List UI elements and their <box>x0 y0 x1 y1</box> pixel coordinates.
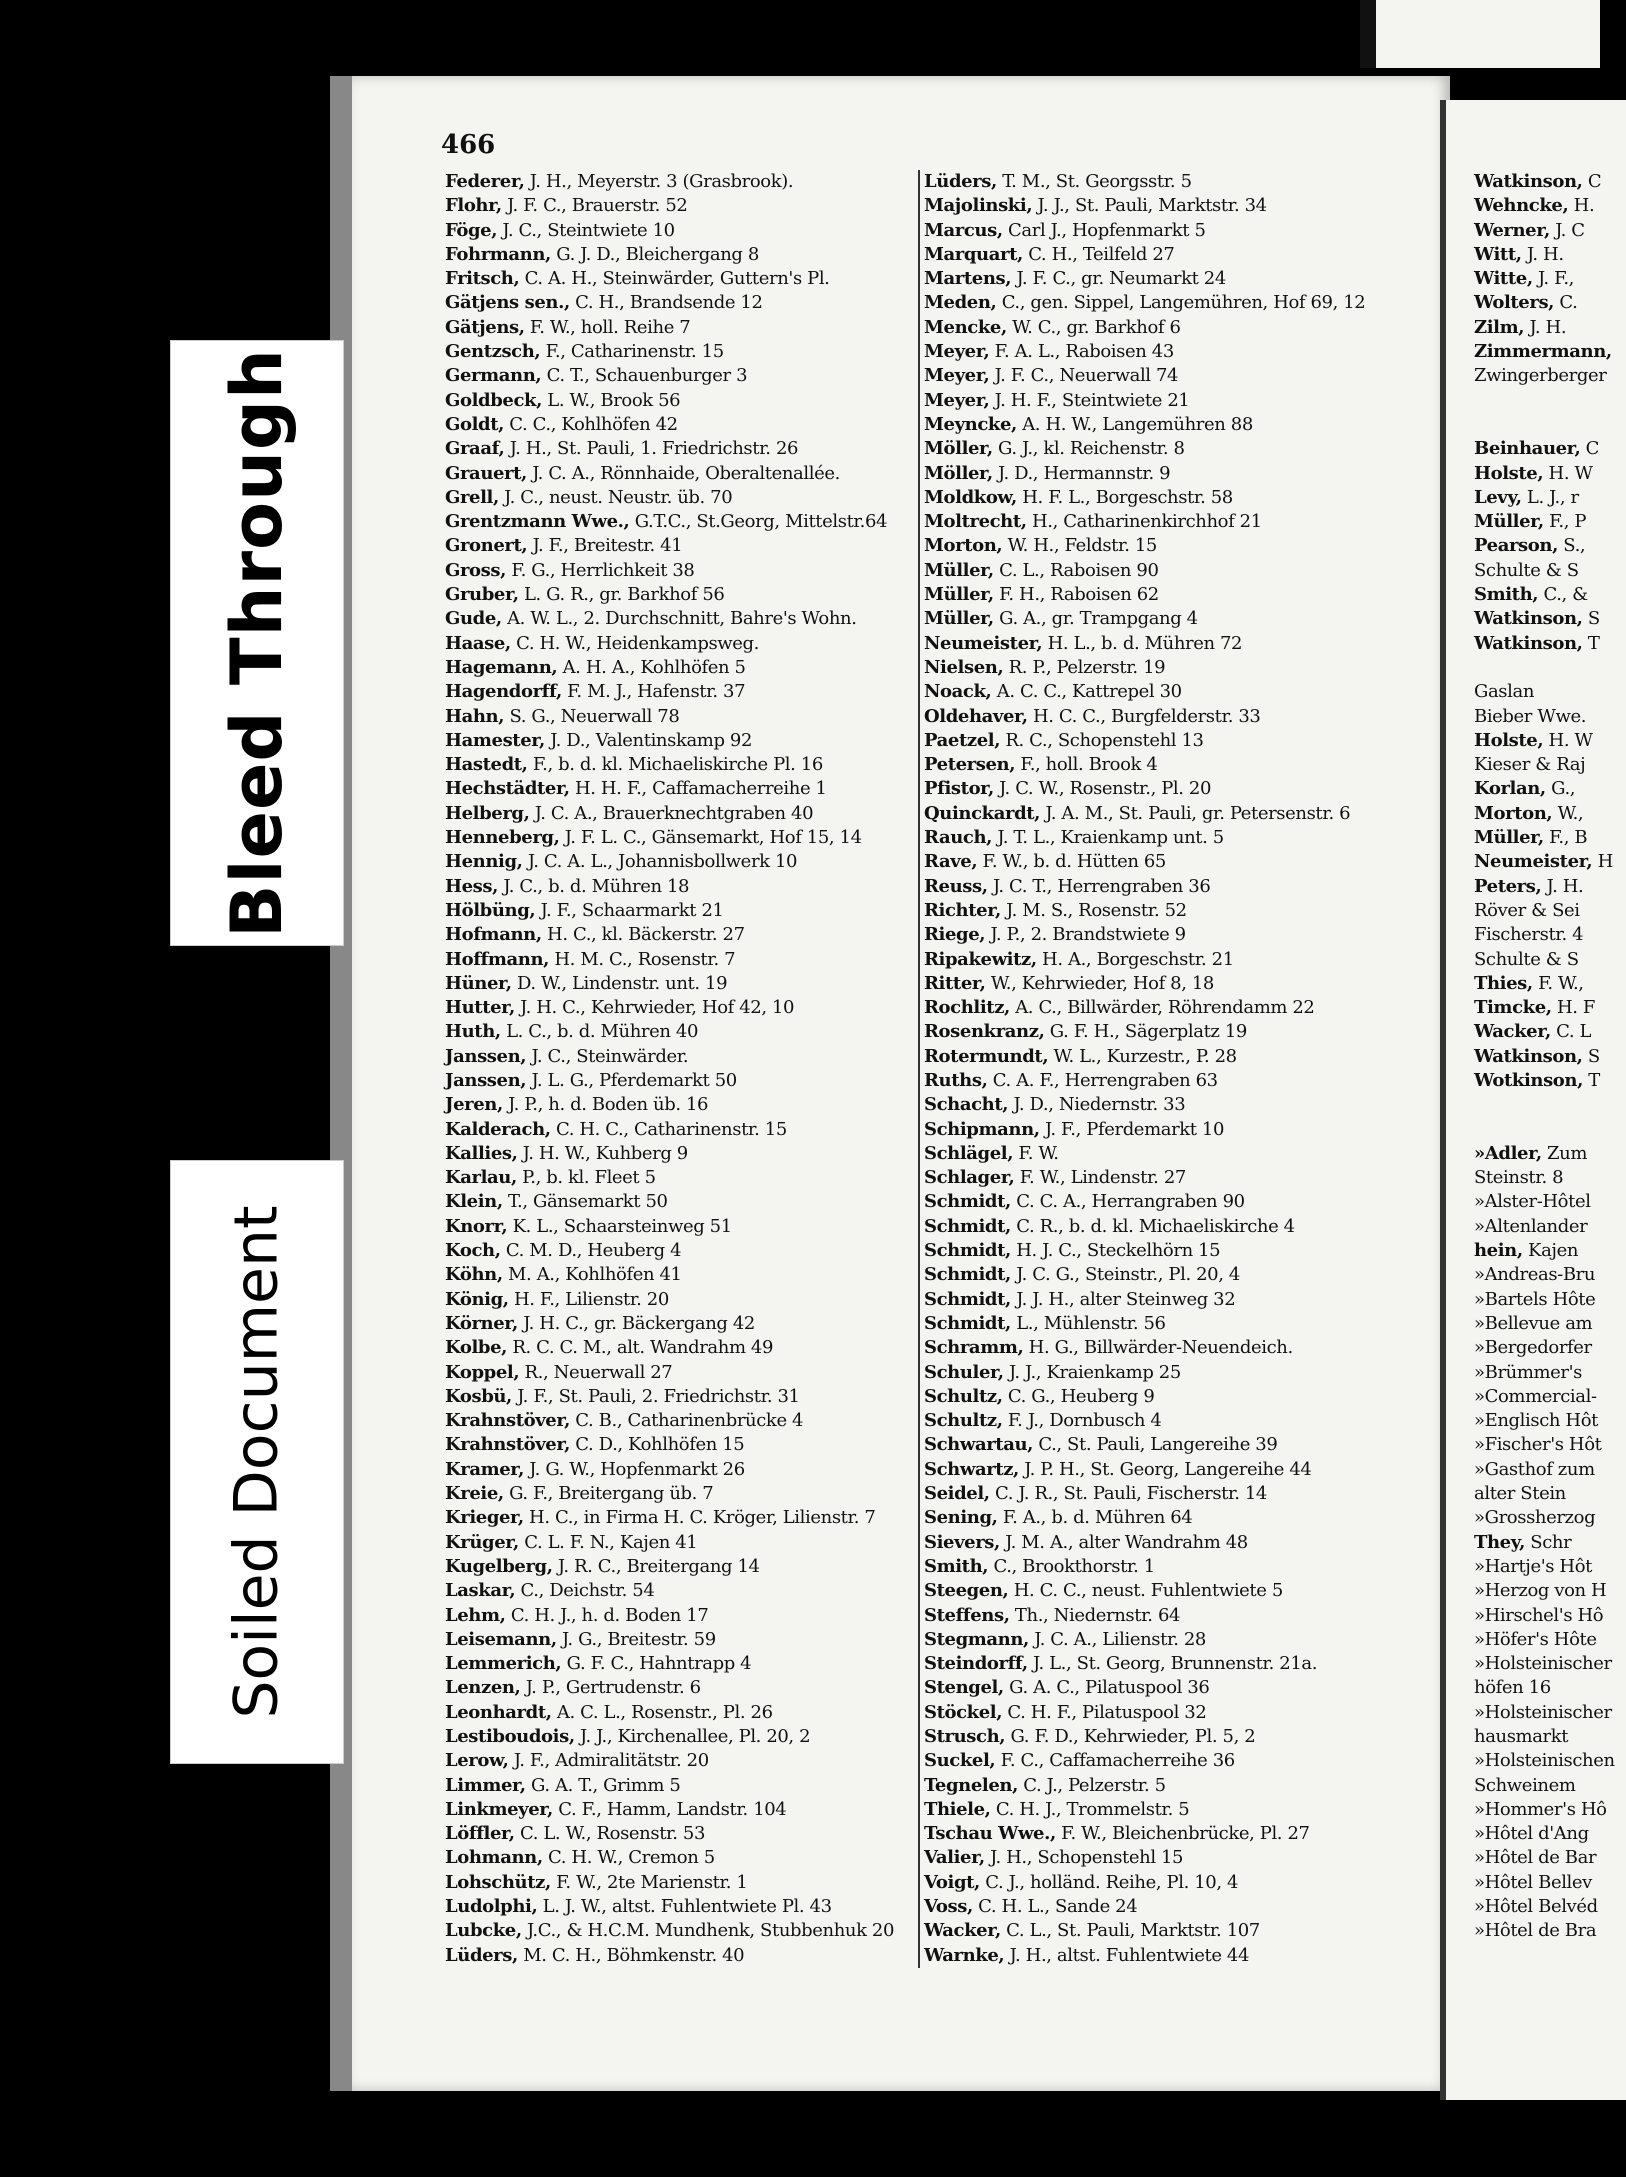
directory-entry: Schlägel, F. W. <box>924 1142 1059 1164</box>
binding-strip <box>1360 0 1376 68</box>
directory-entry: Leonhardt, A. C. L., Rosenstr., Pl. 26 <box>445 1701 773 1723</box>
directory-entry: Schmidt, J. J. H., alter Steinweg 32 <box>924 1288 1236 1310</box>
directory-entry: Laskar, C., Deichstr. 54 <box>445 1580 655 1602</box>
directory-entry: Hennig, J. C. A. L., Johannisbollwerk 10 <box>445 851 798 873</box>
directory-entry: Krahnstöver, C. B., Catharinenbrücke 4 <box>445 1410 804 1432</box>
directory-entry: Rotermundt, W. L., Kurzestr., P. 28 <box>924 1045 1237 1067</box>
directory-entry: Ruths, C. A. F., Herrengraben 63 <box>924 1069 1218 1091</box>
directory-column-right <box>1474 170 1620 1944</box>
directory-entry: Ritter, W., Kehrwieder, Hof 8, 18 <box>924 972 1214 994</box>
directory-entry: Reuss, J. C. T., Herrengraben 36 <box>924 875 1211 897</box>
directory-entry: Marcus, Carl J., Hopfenmarkt 5 <box>924 219 1206 241</box>
directory-entry: Stöckel, C. H. F., Pilatuspool 32 <box>924 1701 1207 1723</box>
directory-entry: »Hirschel's Hô <box>1474 1604 1604 1626</box>
directory-entry: »Adler, Zum <box>1474 1142 1588 1164</box>
bleed-through-label <box>170 340 344 946</box>
directory-entry: Meyer, J. H. F., Steintwiete 21 <box>924 389 1190 411</box>
directory-entry: Voss, C. H. L., Sande 24 <box>924 1896 1138 1918</box>
directory-entry: Schmidt, J. C. G., Steinstr., Pl. 20, 4 <box>924 1264 1240 1286</box>
directory-entry: Tegnelen, C. J., Pelzerstr. 5 <box>924 1774 1166 1796</box>
directory-entry: Möller, G. J., kl. Reichenstr. 8 <box>924 438 1185 460</box>
directory-entry: Krieger, H. C., in Firma H. C. Kröger, Lilienstr. 7 <box>445 1507 876 1529</box>
directory-entry: Schultz, F. J., Dornbusch 4 <box>924 1410 1162 1432</box>
directory-entry: »Englisch Hôt <box>1474 1410 1598 1432</box>
directory-entry: Kieser & Raj <box>1474 754 1586 776</box>
directory-entry: Schlager, F. W., Lindenstr. 27 <box>924 1167 1186 1189</box>
directory-entry: Kolbe, R. C. C. M., alt. Wandrahm 49 <box>445 1337 774 1359</box>
directory-entry: Marquart, C. H., Teilfeld 27 <box>924 243 1175 265</box>
directory-entry: Kosbü, J. F., St. Pauli, 2. Friedrichstr. 31 <box>445 1385 800 1407</box>
directory-entry: Watkinson, T <box>1474 632 1600 654</box>
directory-entry: Janssen, J. L. G., Pferdemarkt 50 <box>445 1069 737 1091</box>
directory-entry: Fohrmann, G. J. D., Bleichergang 8 <box>445 243 759 265</box>
directory-entry: Beinhauer, C <box>1474 438 1600 460</box>
directory-entry: Majolinski, J. J., St. Pauli, Marktstr. 34 <box>924 195 1267 217</box>
directory-entry: Holste, H. W <box>1474 729 1593 751</box>
directory-entry: Pearson, S., <box>1474 535 1586 557</box>
directory-entry: Schweinem <box>1474 1774 1576 1796</box>
directory-entry: Gross, F. G., Herrlichkeit 38 <box>445 559 695 581</box>
directory-entry: Kreie, G. F., Breitergang üb. 7 <box>445 1483 714 1505</box>
directory-entry: Hastedt, F., b. d. kl. Michaeliskirche Pl. 16 <box>445 754 823 776</box>
directory-entry: Morton, W., <box>1474 802 1584 824</box>
directory-entry: Schulte & S <box>1474 948 1579 970</box>
directory-entry: Sievers, J. M. A., alter Wandrahm 48 <box>924 1531 1248 1553</box>
directory-entry: Gude, A. W. L., 2. Durchschnitt, Bahre's Wohn. <box>445 608 857 630</box>
directory-entry: Müller, F., B <box>1474 827 1588 849</box>
directory-entry: Müller, F. H., Raboisen 62 <box>924 584 1159 606</box>
directory-entry: Warnke, J. H., altst. Fuhlentwiete 44 <box>924 1944 1250 1966</box>
directory-entry: Meyncke, A. H. W., Langemühren 88 <box>924 413 1253 435</box>
directory-entry: Federer, J. H., Meyerstr. 3 (Grasbrook). <box>445 171 794 192</box>
directory-entry: Müller, F., P <box>1474 511 1587 533</box>
directory-entry: »Holsteinischer <box>1474 1653 1612 1675</box>
directory-entry <box>1474 389 1620 413</box>
directory-entry: Schwartau, C., St. Pauli, Langereihe 39 <box>924 1434 1278 1456</box>
directory-entry: Tschau Wwe., F. W., Bleichenbrücke, Pl. 27 <box>924 1823 1310 1845</box>
directory-entry: Ripakewitz, H. A., Borgeschstr. 21 <box>924 948 1234 970</box>
directory-entry: Werner, J. C <box>1474 219 1585 241</box>
soiled-document-label <box>170 1160 344 1764</box>
directory-entry: Schwartz, J. P. H., St. Georg, Langereihe 44 <box>924 1458 1312 1480</box>
directory-entry: Hofmann, H. C., kl. Bäckerstr. 27 <box>445 924 745 946</box>
directory-entry: Holste, H. W <box>1474 462 1593 484</box>
directory-entry: Gruber, L. G. R., gr. Barkhof 56 <box>445 584 725 606</box>
directory-entry: hein, Kajen <box>1474 1240 1579 1262</box>
directory-entry: Wolters, C. <box>1474 292 1578 314</box>
directory-entry: Grauert, J. C. A., Rönnhaide, Oberaltenallée. <box>445 462 840 484</box>
bleed-through-text: Bleed Through <box>216 348 298 938</box>
directory-entry: Grell, J. C., neust. Neustr. üb. 70 <box>445 486 733 508</box>
directory-entry: Hutter, J. H. C., Kehrwieder, Hof 42, 10 <box>445 997 795 1019</box>
directory-entry: Karlau, P., b. kl. Fleet 5 <box>445 1167 656 1189</box>
directory-entry: Linkmeyer, C. F., Hamm, Landstr. 104 <box>445 1798 787 1820</box>
directory-entry <box>1474 656 1620 680</box>
directory-entry: Flohr, J. F. C., Brauerstr. 52 <box>445 195 688 217</box>
directory-entry: Petersen, F., holl. Brook 4 <box>924 754 1158 776</box>
directory-entry: Lemmerich, G. F. C., Hahntrapp 4 <box>445 1653 752 1675</box>
directory-entry: Lerow, J. F., Admiralitätstr. 20 <box>445 1750 709 1772</box>
directory-entry: Koppel, R., Neuerwall 27 <box>445 1361 673 1383</box>
directory-entry: Klein, T., Gänsemarkt 50 <box>445 1191 668 1213</box>
directory-entry: Schipmann, J. F., Pferdemarkt 10 <box>924 1118 1225 1140</box>
directory-entry: »Alster-Hôtel <box>1474 1191 1591 1213</box>
directory-entry: Gaslan <box>1474 681 1535 703</box>
directory-entry: Janssen, J. C., Steinwärder. <box>445 1045 689 1067</box>
directory-entry: »Gasthof zum <box>1474 1458 1595 1480</box>
directory-entry: Riege, J. P., 2. Brandstwiete 9 <box>924 924 1186 946</box>
directory-entry: Quinckardt, J. A. M., St. Pauli, gr. Petersenstr. 6 <box>924 802 1351 824</box>
directory-entry: »Holsteinischer <box>1474 1701 1612 1723</box>
directory-entry: Schmidt, H. J. C., Steckelhörn 15 <box>924 1240 1221 1262</box>
directory-entry: Lüders, M. C. H., Böhmkenstr. 40 <box>445 1944 745 1966</box>
page-number: 466 <box>441 130 496 160</box>
directory-entry: Rochlitz, A. C., Billwärder, Röhrendamm 22 <box>924 997 1315 1019</box>
directory-entry: Hölbüng, J. F., Schaarmarkt 21 <box>445 899 724 921</box>
directory-entry: Hoffmann, H. M. C., Rosenstr. 7 <box>445 948 736 970</box>
directory-entry: Wotkinson, T <box>1474 1069 1600 1091</box>
directory-entry: Zilm, J. H. <box>1474 316 1567 338</box>
directory-entry: hausmarkt <box>1474 1726 1569 1747</box>
directory-entry: Goldt, C. C., Kohlhöfen 42 <box>445 413 678 435</box>
directory-entry: Föge, J. C., Steintwiete 10 <box>445 219 675 241</box>
directory-entry: Wacker, C. L., St. Pauli, Marktstr. 107 <box>924 1920 1260 1942</box>
directory-entry: Wehncke, H. <box>1474 195 1595 217</box>
directory-entry: Valier, J. H., Schopenstehl 15 <box>924 1847 1184 1869</box>
directory-entry: »Fischer's Hôt <box>1474 1434 1602 1456</box>
directory-entry: Paetzel, R. C., Schopenstehl 13 <box>924 729 1204 751</box>
directory-entry: Stegmann, J. C. A., Lilienstr. 28 <box>924 1628 1206 1650</box>
directory-entry: Kalderach, C. H. C., Catharinenstr. 15 <box>445 1118 787 1140</box>
directory-entry: »Bartels Hôte <box>1474 1288 1596 1310</box>
directory-entry: Limmer, G. A. T., Grimm 5 <box>445 1774 681 1796</box>
directory-entry: Hamester, J. D., Valentinskamp 92 <box>445 729 753 751</box>
directory-entry: Schmidt, C. C. A., Herrangraben 90 <box>924 1191 1245 1213</box>
directory-entry: Müller, G. A., gr. Trampgang 4 <box>924 608 1198 630</box>
directory-entry: Suckel, F. C., Caffamacherreihe 36 <box>924 1750 1235 1772</box>
directory-entry: Rauch, J. T. L., Kraienkamp unt. 5 <box>924 827 1224 849</box>
directory-entry: »Hartje's Hôt <box>1474 1555 1592 1577</box>
directory-entry: Oldehaver, H. C. C., Burgfelderstr. 33 <box>924 705 1261 727</box>
directory-entry: »Hôtel de Bra <box>1474 1920 1597 1942</box>
directory-entry: Haase, C. H. W., Heidenkampsweg. <box>445 632 759 654</box>
directory-entry: Müller, C. L., Raboisen 90 <box>924 559 1159 581</box>
directory-entry: Gentzsch, F., Catharinenstr. 15 <box>445 341 724 363</box>
directory-entry: Smith, C., Brookthorstr. 1 <box>924 1555 1155 1577</box>
directory-entry: Knorr, K. L., Schaarsteinweg 51 <box>445 1215 732 1237</box>
directory-entry: »Andreas-Bru <box>1474 1264 1596 1286</box>
directory-entry: Thies, F. W., <box>1474 972 1584 994</box>
directory-entry: »Commercial- <box>1474 1385 1597 1407</box>
directory-entry: Steegen, H. C. C., neust. Fuhlentwiete 5 <box>924 1580 1283 1602</box>
directory-entry: Fischerstr. 4 <box>1474 924 1584 946</box>
directory-entry: Koch, C. M. D., Heuberg 4 <box>445 1240 682 1262</box>
directory-entry: Röver & Sei <box>1474 899 1580 921</box>
directory-column-left <box>445 170 910 1968</box>
directory-entry: Noack, A. C. C., Kattrepel 30 <box>924 681 1182 703</box>
directory-entry: Krüger, C. L. F. N., Kajen 41 <box>445 1531 698 1553</box>
directory-entry: Gätjens sen., C. H., Brandsende 12 <box>445 292 763 314</box>
directory-entry: Lüders, T. M., St. Georgsstr. 5 <box>924 171 1192 192</box>
directory-entry: Germann, C. T., Schauenburger 3 <box>445 365 748 387</box>
directory-entry: »Grossherzog <box>1474 1507 1596 1529</box>
directory-entry: Voigt, C. J., holländ. Reihe, Pl. 10, 4 <box>924 1871 1239 1893</box>
directory-entry: Meden, C., gen. Sippel, Langemühren, Hof 69, 12 <box>924 292 1366 314</box>
directory-entry: Lubcke, J.C., & H.C.M. Mundhenk, Stubbenhuk 20 <box>445 1920 895 1942</box>
directory-entry: Stengel, G. A. C., Pilatuspool 36 <box>924 1677 1210 1699</box>
directory-entry: Korlan, G., <box>1474 778 1576 800</box>
directory-entry: Seidel, C. J. R., St. Pauli, Fischerstr. 14 <box>924 1483 1267 1505</box>
directory-entry: »Hôtel de Bar <box>1474 1847 1597 1869</box>
directory-entry <box>1474 1118 1620 1142</box>
directory-entry: Goldbeck, L. W., Brook 56 <box>445 389 681 411</box>
directory-entry: Lenzen, J. P., Gertrudenstr. 6 <box>445 1677 701 1699</box>
directory-entry: Levy, L. J., r <box>1474 486 1579 508</box>
directory-entry: Fritsch, C. A. H., Steinwärder, Guttern's Pl. <box>445 268 830 290</box>
directory-entry: Graaf, J. H., St. Pauli, 1. Friedrichstr. 26 <box>445 438 799 460</box>
directory-entry: Steinstr. 8 <box>1474 1167 1564 1189</box>
directory-entry: They, Schr <box>1474 1531 1572 1553</box>
directory-entry: Watkinson, C <box>1474 171 1602 192</box>
directory-entry <box>1474 413 1620 437</box>
directory-entry: »Herzog von H <box>1474 1580 1607 1602</box>
directory-entry: Schacht, J. D., Niedernstr. 33 <box>924 1094 1186 1116</box>
directory-entry: Körner, J. H. C., gr. Bäckergang 42 <box>445 1312 755 1334</box>
directory-entry <box>1474 1093 1620 1117</box>
directory-entry: Hahn, S. G., Neuerwall 78 <box>445 705 680 727</box>
directory-entry: Henneberg, J. F. L. C., Gänsemarkt, Hof 15, 14 <box>445 827 862 849</box>
directory-entry: Thiele, C. H. J., Trommelstr. 5 <box>924 1798 1190 1820</box>
directory-entry: Rave, F. W., b. d. Hütten 65 <box>924 851 1166 873</box>
directory-entry: höfen 16 <box>1474 1677 1551 1699</box>
directory-entry: Timcke, H. F <box>1474 997 1595 1019</box>
directory-entry: Witte, J. F., <box>1474 268 1574 290</box>
directory-entry: Hagemann, A. H. A., Kohlhöfen 5 <box>445 656 746 678</box>
directory-entry: Schuler, J. J., Kraienkamp 25 <box>924 1361 1181 1383</box>
directory-entry: Hess, J. C., b. d. Mühren 18 <box>445 875 690 897</box>
directory-entry: Lestiboudois, J. J., Kirchenallee, Pl. 20, 2 <box>445 1726 811 1747</box>
directory-entry: Watkinson, S <box>1474 1045 1600 1067</box>
directory-entry: Möller, J. D., Hermannstr. 9 <box>924 462 1171 484</box>
directory-entry: Rosenkranz, G. F. H., Sägerplatz 19 <box>924 1021 1247 1043</box>
directory-entry: Witt, J. H. <box>1474 243 1564 265</box>
directory-entry: Gronert, J. F., Breitestr. 41 <box>445 535 683 557</box>
directory-entry: alter Stein <box>1474 1483 1566 1505</box>
directory-entry: Morton, W. H., Feldstr. 15 <box>924 535 1157 557</box>
directory-entry: Wacker, C. L <box>1474 1021 1592 1043</box>
directory-entry: Moldkow, H. F. L., Borgeschstr. 58 <box>924 486 1233 508</box>
directory-entry: »Hôtel Belvéd <box>1474 1896 1598 1918</box>
directory-entry: Huth, L. C., b. d. Mühren 40 <box>445 1021 699 1043</box>
directory-entry: Watkinson, S <box>1474 608 1600 630</box>
directory-entry: Steindorff, J. L., St. Georg, Brunnenstr. 21a. <box>924 1653 1318 1675</box>
directory-column-middle <box>918 170 1366 1968</box>
directory-entry: Gätjens, F. W., holl. Reihe 7 <box>445 316 691 338</box>
directory-entry: Strusch, G. F. D., Kehrwieder, Pl. 5, 2 <box>924 1726 1256 1747</box>
directory-entry: Hüner, D. W., Lindenstr. unt. 19 <box>445 972 728 994</box>
directory-entry: Helberg, J. C. A., Brauerknechtgraben 40 <box>445 802 814 824</box>
directory-entry: Krahnstöver, C. D., Kohlhöfen 15 <box>445 1434 745 1456</box>
directory-entry: »Höfer's Hôte <box>1474 1628 1597 1650</box>
directory-entry: Schmidt, C. R., b. d. kl. Michaeliskirche 4 <box>924 1215 1295 1237</box>
directory-entry: Nielsen, R. P., Pelzerstr. 19 <box>924 656 1166 678</box>
directory-entry: Sening, F. A., b. d. Mühren 64 <box>924 1507 1193 1529</box>
directory-entry: »Bellevue am <box>1474 1312 1593 1334</box>
directory-entry: Kramer, J. G. W., Hopfenmarkt 26 <box>445 1458 745 1480</box>
directory-entry: Köhn, M. A., Kohlhöfen 41 <box>445 1264 682 1286</box>
directory-entry: Neumeister, H. L., b. d. Mühren 72 <box>924 632 1243 654</box>
directory-entry: Jeren, J. P., h. d. Boden üb. 16 <box>445 1094 709 1116</box>
directory-entry: König, H. F., Lilienstr. 20 <box>445 1288 669 1310</box>
directory-entry: Meyer, F. A. L., Raboisen 43 <box>924 341 1174 363</box>
directory-entry: »Altenlander <box>1474 1215 1588 1237</box>
directory-entry: Zimmermann, <box>1474 341 1612 363</box>
directory-entry: Schultz, C. G., Heuberg 9 <box>924 1385 1155 1407</box>
directory-entry: Schmidt, L., Mühlenstr. 56 <box>924 1312 1166 1334</box>
directory-entry: Schulte & S <box>1474 559 1579 581</box>
soiled-document-text: Soiled Document <box>222 1205 293 1719</box>
directory-entry: Lohschütz, F. W., 2te Marienstr. 1 <box>445 1871 748 1893</box>
directory-entry: Hagendorff, F. M. J., Hafenstr. 37 <box>445 681 746 703</box>
directory-entry: Bieber Wwe. <box>1474 705 1587 727</box>
directory-entry: Leisemann, J. G., Breitestr. 59 <box>445 1628 716 1650</box>
directory-entry: »Hôtel d'Ang <box>1474 1823 1589 1845</box>
directory-entry: Meyer, J. F. C., Neuerwall 74 <box>924 365 1179 387</box>
directory-entry: Hechstädter, H. H. F., Caffamacherreihe 1 <box>445 778 827 800</box>
directory-entry: »Hommer's Hô <box>1474 1798 1607 1820</box>
directory-entry: Pfistor, J. C. W., Rosenstr., Pl. 20 <box>924 778 1212 800</box>
directory-entry: Kallies, J. H. W., Kuhberg 9 <box>445 1142 688 1164</box>
directory-entry: Smith, C., & <box>1474 584 1588 606</box>
directory-entry: Kugelberg, J. R. C., Breitergang 14 <box>445 1555 760 1577</box>
directory-entry: Schramm, H. G., Billwärder-Neuendeich. <box>924 1337 1293 1359</box>
directory-entry: »Bergedorfer <box>1474 1337 1592 1359</box>
directory-entry: Zwingerberger <box>1474 365 1607 387</box>
directory-entry: Moltrecht, H., Catharinenkirchhof 21 <box>924 511 1262 533</box>
directory-entry: Richter, J. M. S., Rosenstr. 52 <box>924 899 1187 921</box>
directory-entry: Lohmann, C. H. W., Cremon 5 <box>445 1847 715 1869</box>
directory-entry: »Holsteinischen <box>1474 1750 1615 1772</box>
directory-entry: Mencke, W. C., gr. Barkhof 6 <box>924 316 1181 338</box>
directory-entry: »Brümmer's <box>1474 1361 1583 1383</box>
directory-entry: Neumeister, H <box>1474 851 1613 873</box>
adjacent-page-top <box>1360 0 1600 68</box>
directory-entry: Lehm, C. H. J., h. d. Boden 17 <box>445 1604 709 1626</box>
directory-entry: »Hôtel Bellev <box>1474 1871 1592 1893</box>
directory-entry: Martens, J. F. C., gr. Neumarkt 24 <box>924 268 1226 290</box>
directory-entry: Ludolphi, L. J. W., altst. Fuhlentwiete Pl. 43 <box>445 1896 832 1918</box>
directory-entry: Grentzmann Wwe., G.T.C., St.Georg, Mittelstr.64 <box>445 511 888 533</box>
directory-entry: Steffens, Th., Niedernstr. 64 <box>924 1604 1181 1626</box>
directory-entry: Löffler, C. L. W., Rosenstr. 53 <box>445 1823 706 1845</box>
directory-entry: Peters, J. H. <box>1474 875 1584 897</box>
